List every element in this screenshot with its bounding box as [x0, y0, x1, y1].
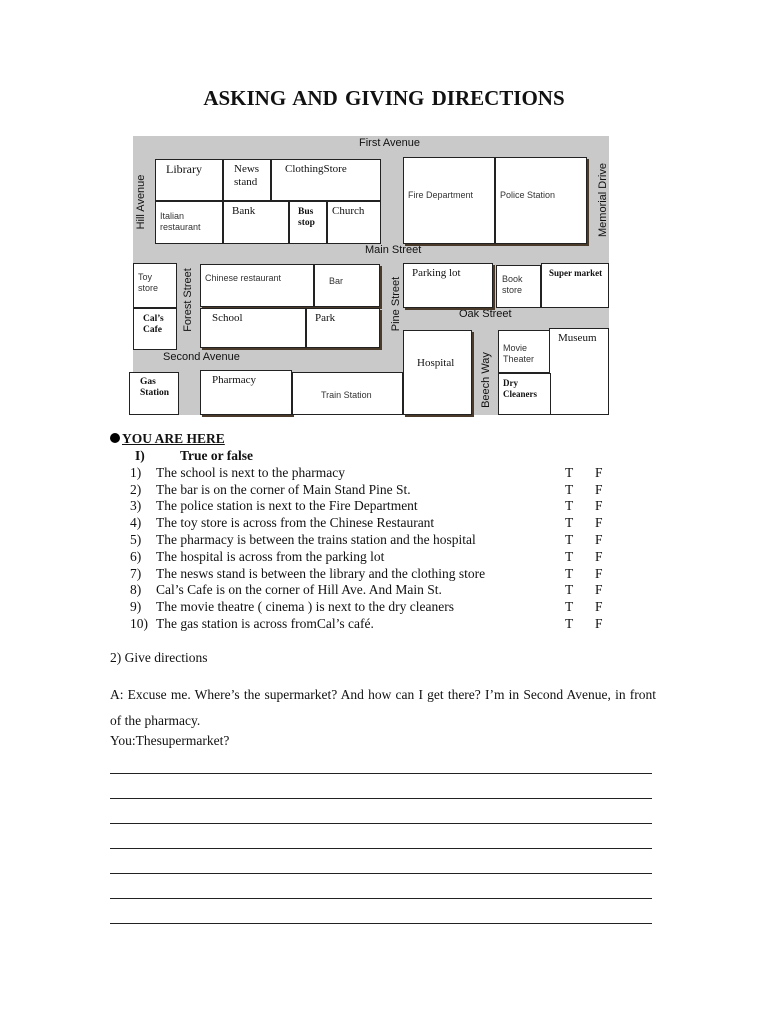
- place-clothing-store: ClothingStore: [271, 159, 381, 201]
- section-true-false-heading: [135, 448, 253, 464]
- true-option[interactable]: T: [565, 599, 574, 614]
- street-forest-street: Forest Street: [182, 268, 194, 332]
- place-school: School: [200, 308, 306, 348]
- answer-line[interactable]: [110, 798, 652, 799]
- you-are-here-dot-icon: [110, 433, 120, 443]
- true-option[interactable]: T: [565, 498, 574, 513]
- place-italian-restaurant: Italian restaurant: [155, 201, 223, 244]
- street-beech-way: Beech Way: [480, 352, 492, 408]
- place-chinese-restaurant: Chinese restaurant: [200, 264, 314, 307]
- answer-line[interactable]: [110, 873, 652, 874]
- list-item: 7) The nesws stand is between the library and the clothing store: [130, 566, 486, 581]
- true-option[interactable]: T: [565, 549, 574, 564]
- false-option[interactable]: F: [595, 582, 603, 597]
- place-bar: Bar: [314, 264, 380, 307]
- true-option[interactable]: T: [565, 566, 574, 581]
- list-item: 4) The toy store is across from the Chinese Restaurant: [130, 515, 435, 530]
- list-item: 9) The movie theatre ( cinema ) is next to the dry cleaners: [130, 599, 455, 614]
- place-dry-cleaners: Dry Cleaners: [498, 373, 551, 415]
- place-library: Library: [155, 159, 223, 201]
- dialog-answer-prompt: You:Thesupermarket?: [110, 733, 230, 748]
- place-church: Church: [327, 201, 381, 244]
- false-option[interactable]: F: [595, 465, 603, 480]
- section-title: True or false: [180, 448, 253, 463]
- answer-line[interactable]: [110, 848, 652, 849]
- you-are-here-label: YOU ARE HERE: [122, 431, 225, 446]
- street-main-street: Main Street: [365, 244, 422, 256]
- true-option[interactable]: T: [565, 465, 574, 480]
- list-item: 10) The gas station is across fromCal’s café.: [130, 616, 374, 631]
- section-give-directions-heading: 2) Give directions: [110, 650, 208, 665]
- list-item: 8) Cal’s Cafe is on the corner of Hill Ave. And Main St.: [130, 582, 442, 597]
- true-option[interactable]: T: [565, 616, 574, 631]
- true-option[interactable]: T: [565, 482, 574, 497]
- true-option[interactable]: T: [565, 515, 574, 530]
- false-option[interactable]: F: [595, 515, 603, 530]
- place-bus-stop: Bus stop: [289, 201, 327, 244]
- street-pine-street: Pine Street: [390, 276, 402, 332]
- you-are-here-legend: [110, 431, 225, 447]
- place-gas-station: Gas Station: [129, 372, 179, 415]
- false-option[interactable]: F: [595, 549, 603, 564]
- true-option[interactable]: T: [565, 532, 574, 547]
- place-news-stand: News stand: [223, 159, 271, 201]
- page-title: ASKING AND GIVING DIRECTIONS: [203, 86, 565, 110]
- street-oak-street: Oak Street: [459, 308, 512, 320]
- answer-line[interactable]: [110, 923, 652, 924]
- answer-line[interactable]: [110, 823, 652, 824]
- place-pharmacy: Pharmacy: [200, 370, 292, 415]
- place-toy-store: Toy store: [133, 263, 177, 308]
- answer-line[interactable]: [110, 773, 652, 774]
- street-memorial-drive: Memorial Drive: [597, 163, 609, 237]
- false-option[interactable]: F: [595, 482, 603, 497]
- section-number: I): [135, 448, 145, 463]
- place-parking-lot: Parking lot: [403, 263, 493, 308]
- list-item: 5) The pharmacy is between the trains station and the hospital: [130, 532, 476, 547]
- list-item: 1) The school is next to the pharmacy: [130, 465, 345, 480]
- street-second-avenue: Second Avenue: [163, 351, 240, 363]
- false-option[interactable]: F: [595, 599, 603, 614]
- place-police-station: Police Station: [495, 157, 587, 244]
- false-option[interactable]: F: [595, 498, 603, 513]
- answer-line[interactable]: [110, 898, 652, 899]
- city-map: [133, 136, 609, 415]
- place-bank: Bank: [223, 201, 289, 244]
- place-supermarket: Super market: [541, 263, 609, 308]
- place-train-station: Train Station: [292, 372, 403, 415]
- list-item: 3) The police station is next to the Fire Department: [130, 498, 418, 513]
- false-option[interactable]: F: [595, 616, 603, 631]
- true-option[interactable]: T: [565, 582, 574, 597]
- place-cals-cafe: Cal’s Cafe: [133, 308, 177, 350]
- list-item: 6) The hospital is across from the parking lot: [130, 549, 385, 564]
- list-item: 2) The bar is on the corner of Main Stand Pine St.: [130, 482, 411, 497]
- dialog-question: A: Excuse me. Where’s the supermarket? And how can I get there? I’m in Second Avenue, in front of the pharmacy.: [110, 687, 656, 728]
- false-option[interactable]: F: [595, 566, 603, 581]
- street-first-avenue: First Avenue: [359, 137, 420, 149]
- place-hospital: Hospital: [403, 330, 472, 415]
- place-fire-department: Fire Department: [403, 157, 495, 244]
- false-option[interactable]: F: [595, 532, 603, 547]
- place-book-store: Book store: [496, 265, 541, 308]
- street-hill-avenue: Hill Avenue: [135, 174, 147, 230]
- place-museum: Museum: [549, 328, 609, 415]
- place-movie-theater: Movie Theater: [498, 330, 551, 373]
- place-park: Park: [306, 308, 380, 348]
